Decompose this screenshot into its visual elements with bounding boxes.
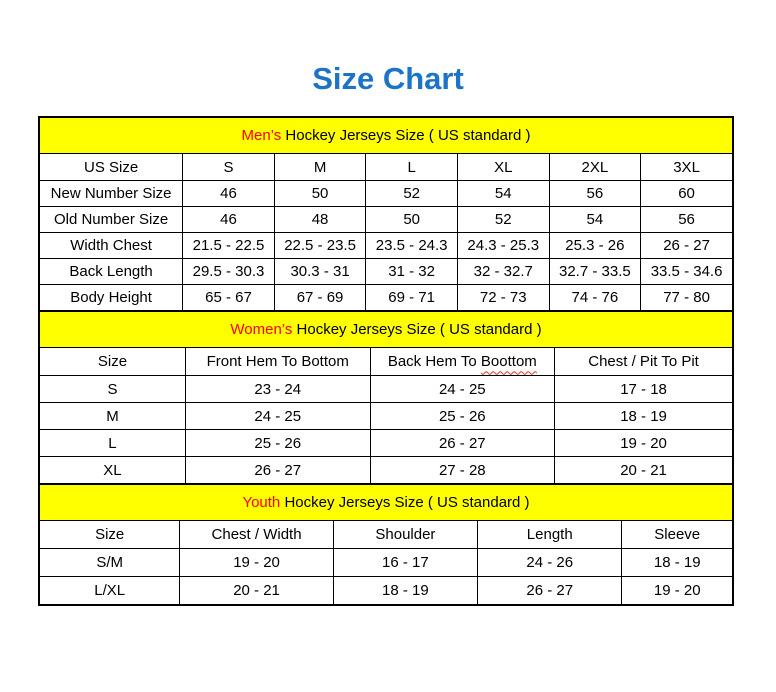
womens-value-cell: 23 - 24 bbox=[185, 376, 370, 403]
mens-value-cell: 65 - 67 bbox=[183, 285, 275, 311]
mens-column-header: US Size bbox=[39, 154, 183, 181]
youth-value-cell: 19 - 20 bbox=[622, 577, 733, 605]
youth-value-cell: 24 - 26 bbox=[478, 549, 622, 577]
mens-row-label: Back Length bbox=[39, 259, 183, 285]
womens-row-label: XL bbox=[39, 457, 185, 484]
mens-value-cell: 33.5 - 34.6 bbox=[641, 259, 733, 285]
youth-value-cell: 26 - 27 bbox=[478, 577, 622, 605]
youth-size-table bbox=[38, 483, 734, 606]
womens-value-cell: 17 - 18 bbox=[555, 376, 733, 403]
mens-column-header: L bbox=[366, 154, 458, 181]
youth-row-label: L/XL bbox=[39, 577, 180, 605]
mens-value-cell: 46 bbox=[183, 181, 275, 207]
mens-table-row bbox=[39, 259, 733, 285]
mens-value-cell: 50 bbox=[274, 181, 366, 207]
mens-value-cell: 74 - 76 bbox=[549, 285, 641, 311]
youth-column-header: Size bbox=[39, 521, 180, 549]
womens-value-cell: 19 - 20 bbox=[555, 430, 733, 457]
mens-value-cell: 24.3 - 25.3 bbox=[457, 233, 549, 259]
youth-value-cell: 19 - 20 bbox=[180, 549, 333, 577]
womens-band-highlight: Women’s bbox=[230, 321, 293, 338]
womens-column-header: Size bbox=[39, 348, 185, 376]
mens-table-row bbox=[39, 207, 733, 233]
womens-row-label: S bbox=[39, 376, 185, 403]
mens-value-cell: 54 bbox=[457, 181, 549, 207]
mens-value-cell: 56 bbox=[549, 181, 641, 207]
womens-column-header-text: Back Hem To bbox=[387, 353, 481, 371]
mens-value-cell: 60 bbox=[641, 181, 733, 207]
mens-value-cell: 67 - 69 bbox=[274, 285, 366, 311]
mens-value-cell: 54 bbox=[549, 207, 641, 233]
mens-value-cell: 23.5 - 24.3 bbox=[366, 233, 458, 259]
mens-value-cell: 72 - 73 bbox=[457, 285, 549, 311]
mens-column-header: 3XL bbox=[641, 154, 733, 181]
mens-section-title bbox=[39, 117, 733, 154]
mens-value-cell: 50 bbox=[366, 207, 458, 233]
youth-band-text: Hockey Jerseys Size ( US standard ) bbox=[280, 494, 530, 511]
womens-band-text: Hockey Jerseys Size ( US standard ) bbox=[292, 321, 542, 338]
womens-table-row bbox=[39, 457, 733, 484]
page-title: Size Chart bbox=[312, 61, 464, 96]
youth-table-row bbox=[39, 549, 733, 577]
youth-value-cell: 18 - 19 bbox=[333, 577, 477, 605]
mens-value-cell: 56 bbox=[641, 207, 733, 233]
mens-value-cell: 31 - 32 bbox=[366, 259, 458, 285]
mens-value-cell: 32 - 32.7 bbox=[457, 259, 549, 285]
mens-value-cell: 25.3 - 26 bbox=[549, 233, 641, 259]
womens-value-cell: 25 - 26 bbox=[185, 430, 370, 457]
youth-table-row bbox=[39, 577, 733, 605]
womens-value-cell: 26 - 27 bbox=[370, 430, 555, 457]
mens-table-row bbox=[39, 285, 733, 311]
mens-row-label: Width Chest bbox=[39, 233, 183, 259]
womens-value-cell: 24 - 25 bbox=[370, 376, 555, 403]
womens-row-label: M bbox=[39, 403, 185, 430]
mens-header-row bbox=[39, 154, 733, 181]
womens-value-cell: 20 - 21 bbox=[555, 457, 733, 484]
womens-column-header: Chest / Pit To Pit bbox=[555, 348, 733, 376]
mens-value-cell: 48 bbox=[274, 207, 366, 233]
mens-column-header: S bbox=[183, 154, 275, 181]
youth-section-title bbox=[39, 484, 733, 521]
youth-value-cell: 20 - 21 bbox=[180, 577, 333, 605]
womens-value-cell: 25 - 26 bbox=[370, 403, 555, 430]
mens-value-cell: 29.5 - 30.3 bbox=[183, 259, 275, 285]
womens-size-table bbox=[38, 310, 734, 485]
mens-band-text: Hockey Jerseys Size ( US standard ) bbox=[281, 127, 531, 144]
womens-value-cell: 18 - 19 bbox=[555, 403, 733, 430]
mens-column-header: M bbox=[274, 154, 366, 181]
youth-column-header: Shoulder bbox=[333, 521, 477, 549]
mens-value-cell: 46 bbox=[183, 207, 275, 233]
womens-section-title bbox=[39, 311, 733, 348]
youth-value-cell: 18 - 19 bbox=[622, 549, 733, 577]
mens-table-row bbox=[39, 233, 733, 259]
mens-value-cell: 52 bbox=[457, 207, 549, 233]
womens-column-header bbox=[370, 348, 555, 376]
womens-table-row bbox=[39, 403, 733, 430]
womens-value-cell: 27 - 28 bbox=[370, 457, 555, 484]
mens-value-cell: 30.3 - 31 bbox=[274, 259, 366, 285]
womens-value-cell: 24 - 25 bbox=[185, 403, 370, 430]
youth-row-label: S/M bbox=[39, 549, 180, 577]
womens-table-row bbox=[39, 430, 733, 457]
mens-table-row bbox=[39, 181, 733, 207]
mens-value-cell: 32.7 - 33.5 bbox=[549, 259, 641, 285]
mens-row-label: Body Height bbox=[39, 285, 183, 311]
mens-value-cell: 26 - 27 bbox=[641, 233, 733, 259]
mens-band-highlight: Men’s bbox=[241, 127, 282, 144]
mens-column-header: XL bbox=[457, 154, 549, 181]
womens-section-band bbox=[39, 311, 733, 348]
mens-value-cell: 52 bbox=[366, 181, 458, 207]
youth-header-row bbox=[39, 521, 733, 549]
youth-column-header: Chest / Width bbox=[180, 521, 333, 549]
mens-row-label: New Number Size bbox=[39, 181, 183, 207]
mens-value-cell: 77 - 80 bbox=[641, 285, 733, 311]
mens-value-cell: 22.5 - 23.5 bbox=[274, 233, 366, 259]
mens-value-cell: 21.5 - 22.5 bbox=[183, 233, 275, 259]
size-tables-container bbox=[38, 116, 734, 606]
mens-row-label: Old Number Size bbox=[39, 207, 183, 233]
womens-header-row bbox=[39, 348, 733, 376]
youth-column-header: Sleeve bbox=[622, 521, 733, 549]
mens-column-header: 2XL bbox=[549, 154, 641, 181]
misspelled-word: Boottom bbox=[480, 353, 537, 371]
womens-column-header: Front Hem To Bottom bbox=[185, 348, 370, 376]
womens-table-row bbox=[39, 376, 733, 403]
youth-column-header: Length bbox=[478, 521, 622, 549]
mens-section-band bbox=[39, 117, 733, 154]
mens-size-table bbox=[38, 116, 734, 312]
youth-value-cell: 16 - 17 bbox=[333, 549, 477, 577]
womens-row-label: L bbox=[39, 430, 185, 457]
youth-band-highlight: Youth bbox=[242, 494, 281, 511]
youth-section-band bbox=[39, 484, 733, 521]
womens-value-cell: 26 - 27 bbox=[185, 457, 370, 484]
mens-value-cell: 69 - 71 bbox=[366, 285, 458, 311]
